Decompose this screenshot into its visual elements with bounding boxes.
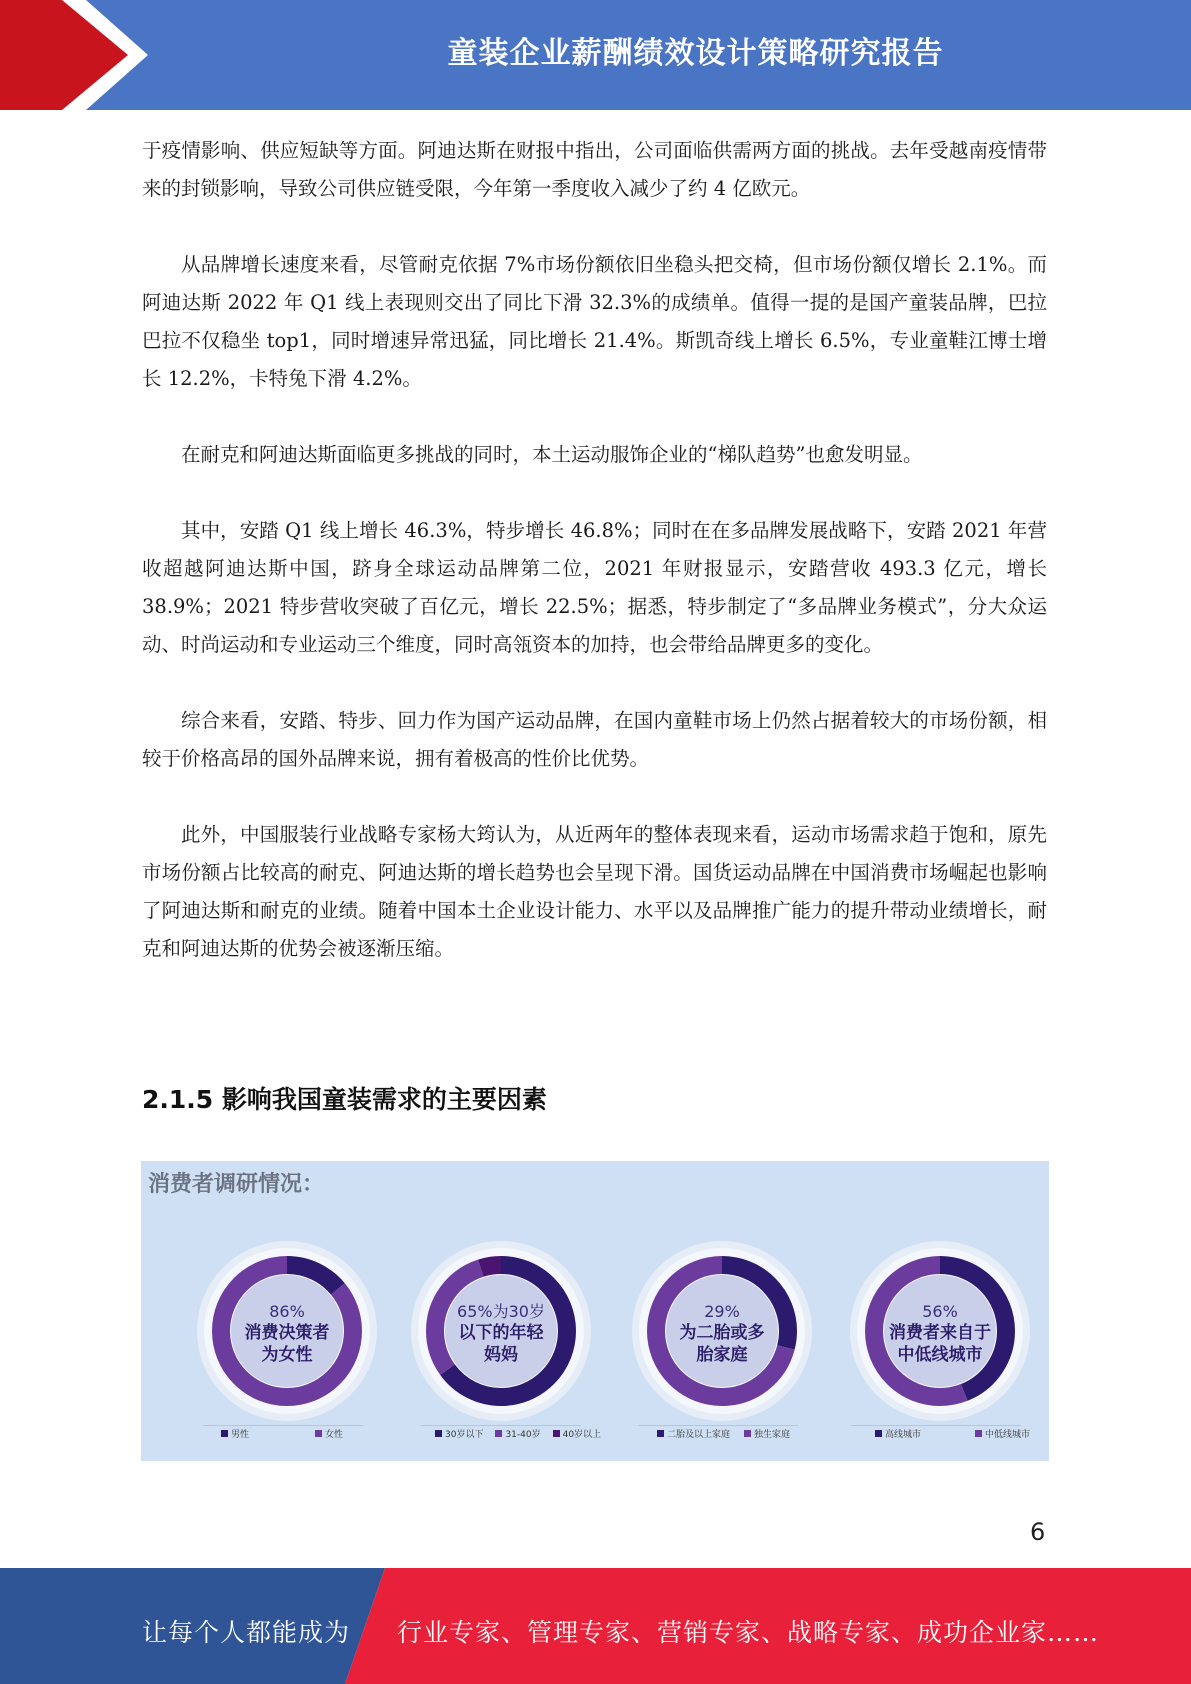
legend-divider: [421, 1425, 581, 1426]
legend-gender: [221, 1427, 343, 1440]
legend-label: 二胎及以上家庭: [667, 1430, 731, 1440]
legend-swatch: [657, 1430, 664, 1437]
legend-label: 30岁以下: [445, 1430, 484, 1440]
donut-desc-line1: 消费者来自于: [889, 1323, 991, 1343]
footer-slogan-right: 行业专家、管理专家、营销专家、战略专家、成功企业家……: [397, 1618, 1100, 1647]
page-header: [0, 0, 1191, 110]
legend-label: 女性: [325, 1430, 344, 1440]
donut-desc-line1: 为二胎或多: [679, 1323, 765, 1343]
legend-swatch: [553, 1430, 560, 1437]
legend-swatch: [495, 1430, 502, 1437]
consumer-survey-figure: [141, 1161, 1049, 1461]
donut-label: [195, 1302, 379, 1366]
donut-percent: 86%: [269, 1302, 305, 1321]
legend-item: [221, 1427, 249, 1440]
donut-desc-line2: 中低线城市: [897, 1345, 983, 1365]
donut-female-decision-maker: [195, 1239, 379, 1423]
legend-item: [495, 1427, 540, 1440]
footer-slogan-left: 让每个人都能成为: [142, 1618, 351, 1647]
legend-swatch: [744, 1430, 751, 1437]
paragraph: 于疫情影响、供应短缺等方面。阿迪达斯在财报中指出，公司面临供需两方面的挑战。去年受越南疫情带来的封锁影响，导致公司供应链受限，今年第一季度收入减少了约 4 亿欧元。: [142, 139, 1047, 200]
legend-swatch: [221, 1430, 228, 1437]
donut-percent: 56%: [922, 1302, 958, 1321]
donut-desc-line2: 妈妈: [484, 1345, 518, 1365]
paragraph: 综合来看，安踏、特步、回力作为国产运动品牌，在国内童鞋市场上仍然占据着较大的市场份额，相较于价格高昂的国外品牌来说，拥有着极高的性价比优势。: [142, 709, 1047, 770]
header-title: 童装企业薪酬绩效设计策略研究报告: [447, 36, 944, 71]
legend-item: [875, 1427, 921, 1440]
legend-age: [435, 1427, 601, 1440]
donut-desc-line2: 为女性: [261, 1345, 313, 1365]
legend-item: [315, 1427, 343, 1440]
legend-item: [435, 1427, 483, 1440]
legend-swatch: [315, 1430, 322, 1437]
donut-young-mothers: [409, 1239, 593, 1423]
donut-multi-child-families: [630, 1239, 814, 1423]
legend-city: [875, 1427, 1030, 1440]
page-footer: [0, 1568, 1191, 1684]
donut-desc-line1: 以下的年轻: [458, 1323, 544, 1343]
donut-label: [409, 1302, 593, 1366]
donut-label: [630, 1302, 814, 1366]
donut-desc-line1: 消费决策者: [244, 1323, 330, 1343]
paragraph: 在耐克和阿迪达斯面临更多挑战的同时，本土运动服饰企业的“梯队趋势”也愈发明显。: [181, 443, 923, 466]
donut-label: [848, 1302, 1032, 1366]
legend-swatch: [435, 1430, 442, 1437]
section-title: 2.1.5 影响我国童装需求的主要因素: [142, 1085, 547, 1114]
legend-label: 男性: [231, 1430, 250, 1440]
paragraph: 其中，安踏 Q1 线上增长 46.3%，特步增长 46.8%；同时在在多品牌发展战略下，安踏 2021 年营收超越阿迪达斯中国，跻身全球运动品牌第二位，2021 年财报显示，安踏营收 493.3 亿元，增长 38.9%；2021 特步营收突破了百亿元，增长 22.5%；据悉，特步制定了“多品牌业务模式”，分大众运动、时尚运动和专业运动三个维度，同时高瓴资本的加持，也会带给品牌更多的变化。: [142, 519, 1047, 656]
legend-label: 中低线城市: [985, 1430, 1031, 1440]
legend-item: [657, 1427, 730, 1440]
legend-item: [975, 1427, 1030, 1440]
legend-divider: [851, 1425, 1021, 1426]
legend-label: 高线城市: [885, 1430, 922, 1440]
legend-item: [744, 1427, 790, 1440]
header-chevron-decoration: [0, 0, 160, 110]
page-number: 6: [1030, 1518, 1046, 1546]
survey-title: 消费者调研情况：: [148, 1172, 325, 1197]
legend-divider: [203, 1425, 363, 1426]
body-text: [142, 132, 1047, 1006]
legend-label: 31-40岁: [505, 1430, 541, 1440]
paragraph: 此外，中国服装行业战略专家杨大筠认为，从近两年的整体表现来看，运动市场需求趋于饱和，原先市场份额占比较高的耐克、阿迪达斯的增长趋势也会呈现下滑。国货运动品牌在中国消费市场崛起也影响了阿迪达斯和耐克的业绩。随着中国本土企业设计能力、水平以及品牌推广能力的提升带动业绩增长，耐克和阿迪达斯的优势会被逐渐压缩。: [142, 823, 1047, 960]
legend-divider: [638, 1425, 798, 1426]
legend-swatch: [875, 1430, 882, 1437]
legend-swatch: [975, 1430, 982, 1437]
legend-family: [657, 1427, 790, 1440]
paragraph: 从品牌增长速度来看，尽管耐克依据 7%市场份额依旧坐稳头把交椅，但市场份额仅增长 2.1%。而阿迪达斯 2022 年 Q1 线上表现则交出了同比下滑 32.3%的成绩单。值得一提的是国产童装品牌，巴拉巴拉不仅稳坐 top1，同时增速异常迅猛，同比增长 21.4%。斯凯奇线上增长 6.5%，专业童鞋江博士增长 12.2%，卡特兔下滑 4.2%。: [142, 253, 1047, 390]
donut-percent: 65%为30岁: [457, 1302, 545, 1321]
donut-desc-line2: 胎家庭: [696, 1345, 748, 1365]
legend-label: 独生家庭: [754, 1430, 791, 1440]
legend-label: 40岁以上: [562, 1430, 602, 1440]
donut-lower-tier-cities: [848, 1239, 1032, 1423]
legend-item: [553, 1427, 601, 1440]
donut-percent: 29%: [704, 1302, 740, 1321]
